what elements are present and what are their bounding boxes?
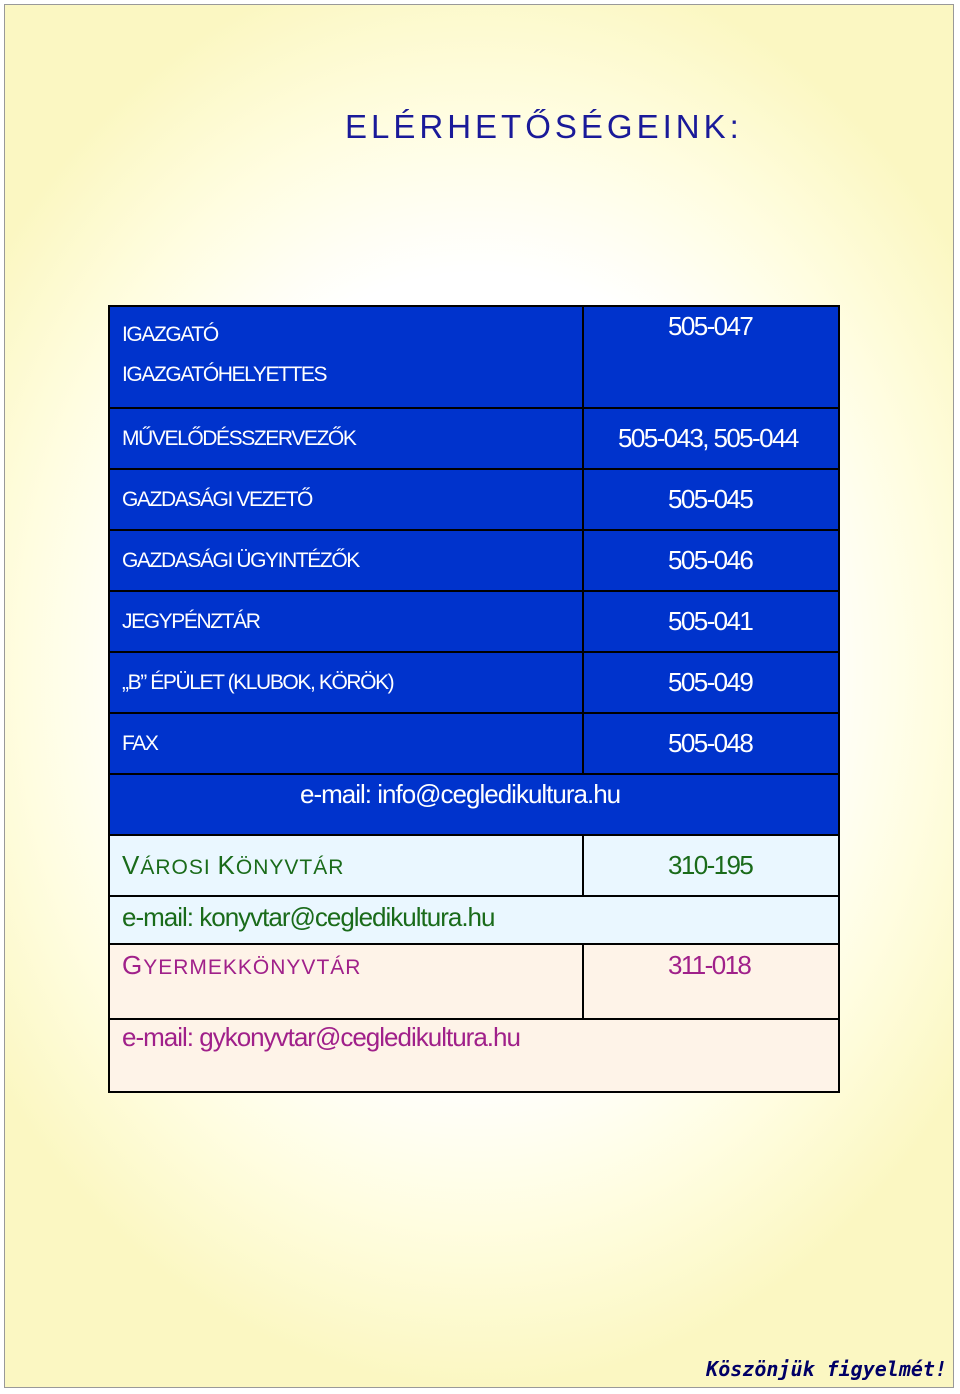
row-label: IGAZGATÓHELYETTES: [122, 363, 327, 386]
row-label: JEGYPÉNZTÁR: [110, 592, 584, 651]
library-email[interactable]: e-mail: konyvtar@cegledikultura.hu: [122, 902, 495, 932]
label-cell: [110, 307, 584, 407]
table-row: [110, 836, 838, 897]
phone-number: 505-049: [668, 667, 753, 697]
row-label: GAZDASÁGI VEZETŐ: [110, 470, 584, 529]
children-library-label: GYERMEKKÖNYVTÁR: [110, 945, 584, 1018]
page-title: ELÉRHETŐSÉGEINK:: [345, 108, 743, 145]
table-row: [110, 897, 838, 945]
table-row: [110, 592, 838, 653]
table-row: [110, 775, 838, 836]
page: [4, 4, 954, 1388]
children-library-phone: 311-018: [668, 950, 751, 980]
row-label: IGAZGATÓ: [122, 323, 218, 346]
children-library-email[interactable]: e-mail: gykonyvtar@cegledikultura.hu: [122, 1022, 520, 1052]
table-row: [110, 470, 838, 531]
phone-number: 505-048: [668, 728, 753, 758]
table-row: [110, 945, 838, 1020]
row-label: GAZDASÁGI ÜGYINTÉZŐK: [110, 531, 584, 590]
phone-number: 505-043, 505-044: [618, 423, 798, 453]
library-label: VÁROSI KÖNYVTÁR: [110, 836, 584, 895]
table-row: [110, 1020, 838, 1091]
row-label: FAX: [110, 714, 584, 773]
library-phone: 310-195: [668, 850, 753, 880]
table-row: [110, 653, 838, 714]
table-row: [110, 531, 838, 592]
main-email[interactable]: e-mail: info@cegledikultura.hu: [300, 779, 621, 809]
contact-table: [108, 305, 840, 1093]
row-label: MŰVELŐDÉSSZERVEZŐK: [110, 409, 584, 468]
row-label: „B” ÉPÜLET (KLUBOK, KÖRÖK): [110, 653, 584, 712]
phone-number: 505-046: [668, 545, 753, 575]
phone-number: 505-045: [668, 484, 753, 514]
phone-number: 505-041: [668, 606, 753, 636]
footer-thanks: Köszönjük figyelmét!: [706, 1357, 947, 1381]
table-row: [110, 409, 838, 470]
table-row: [110, 307, 838, 409]
table-row: [110, 714, 838, 775]
phone-number: 505-047: [668, 311, 753, 341]
